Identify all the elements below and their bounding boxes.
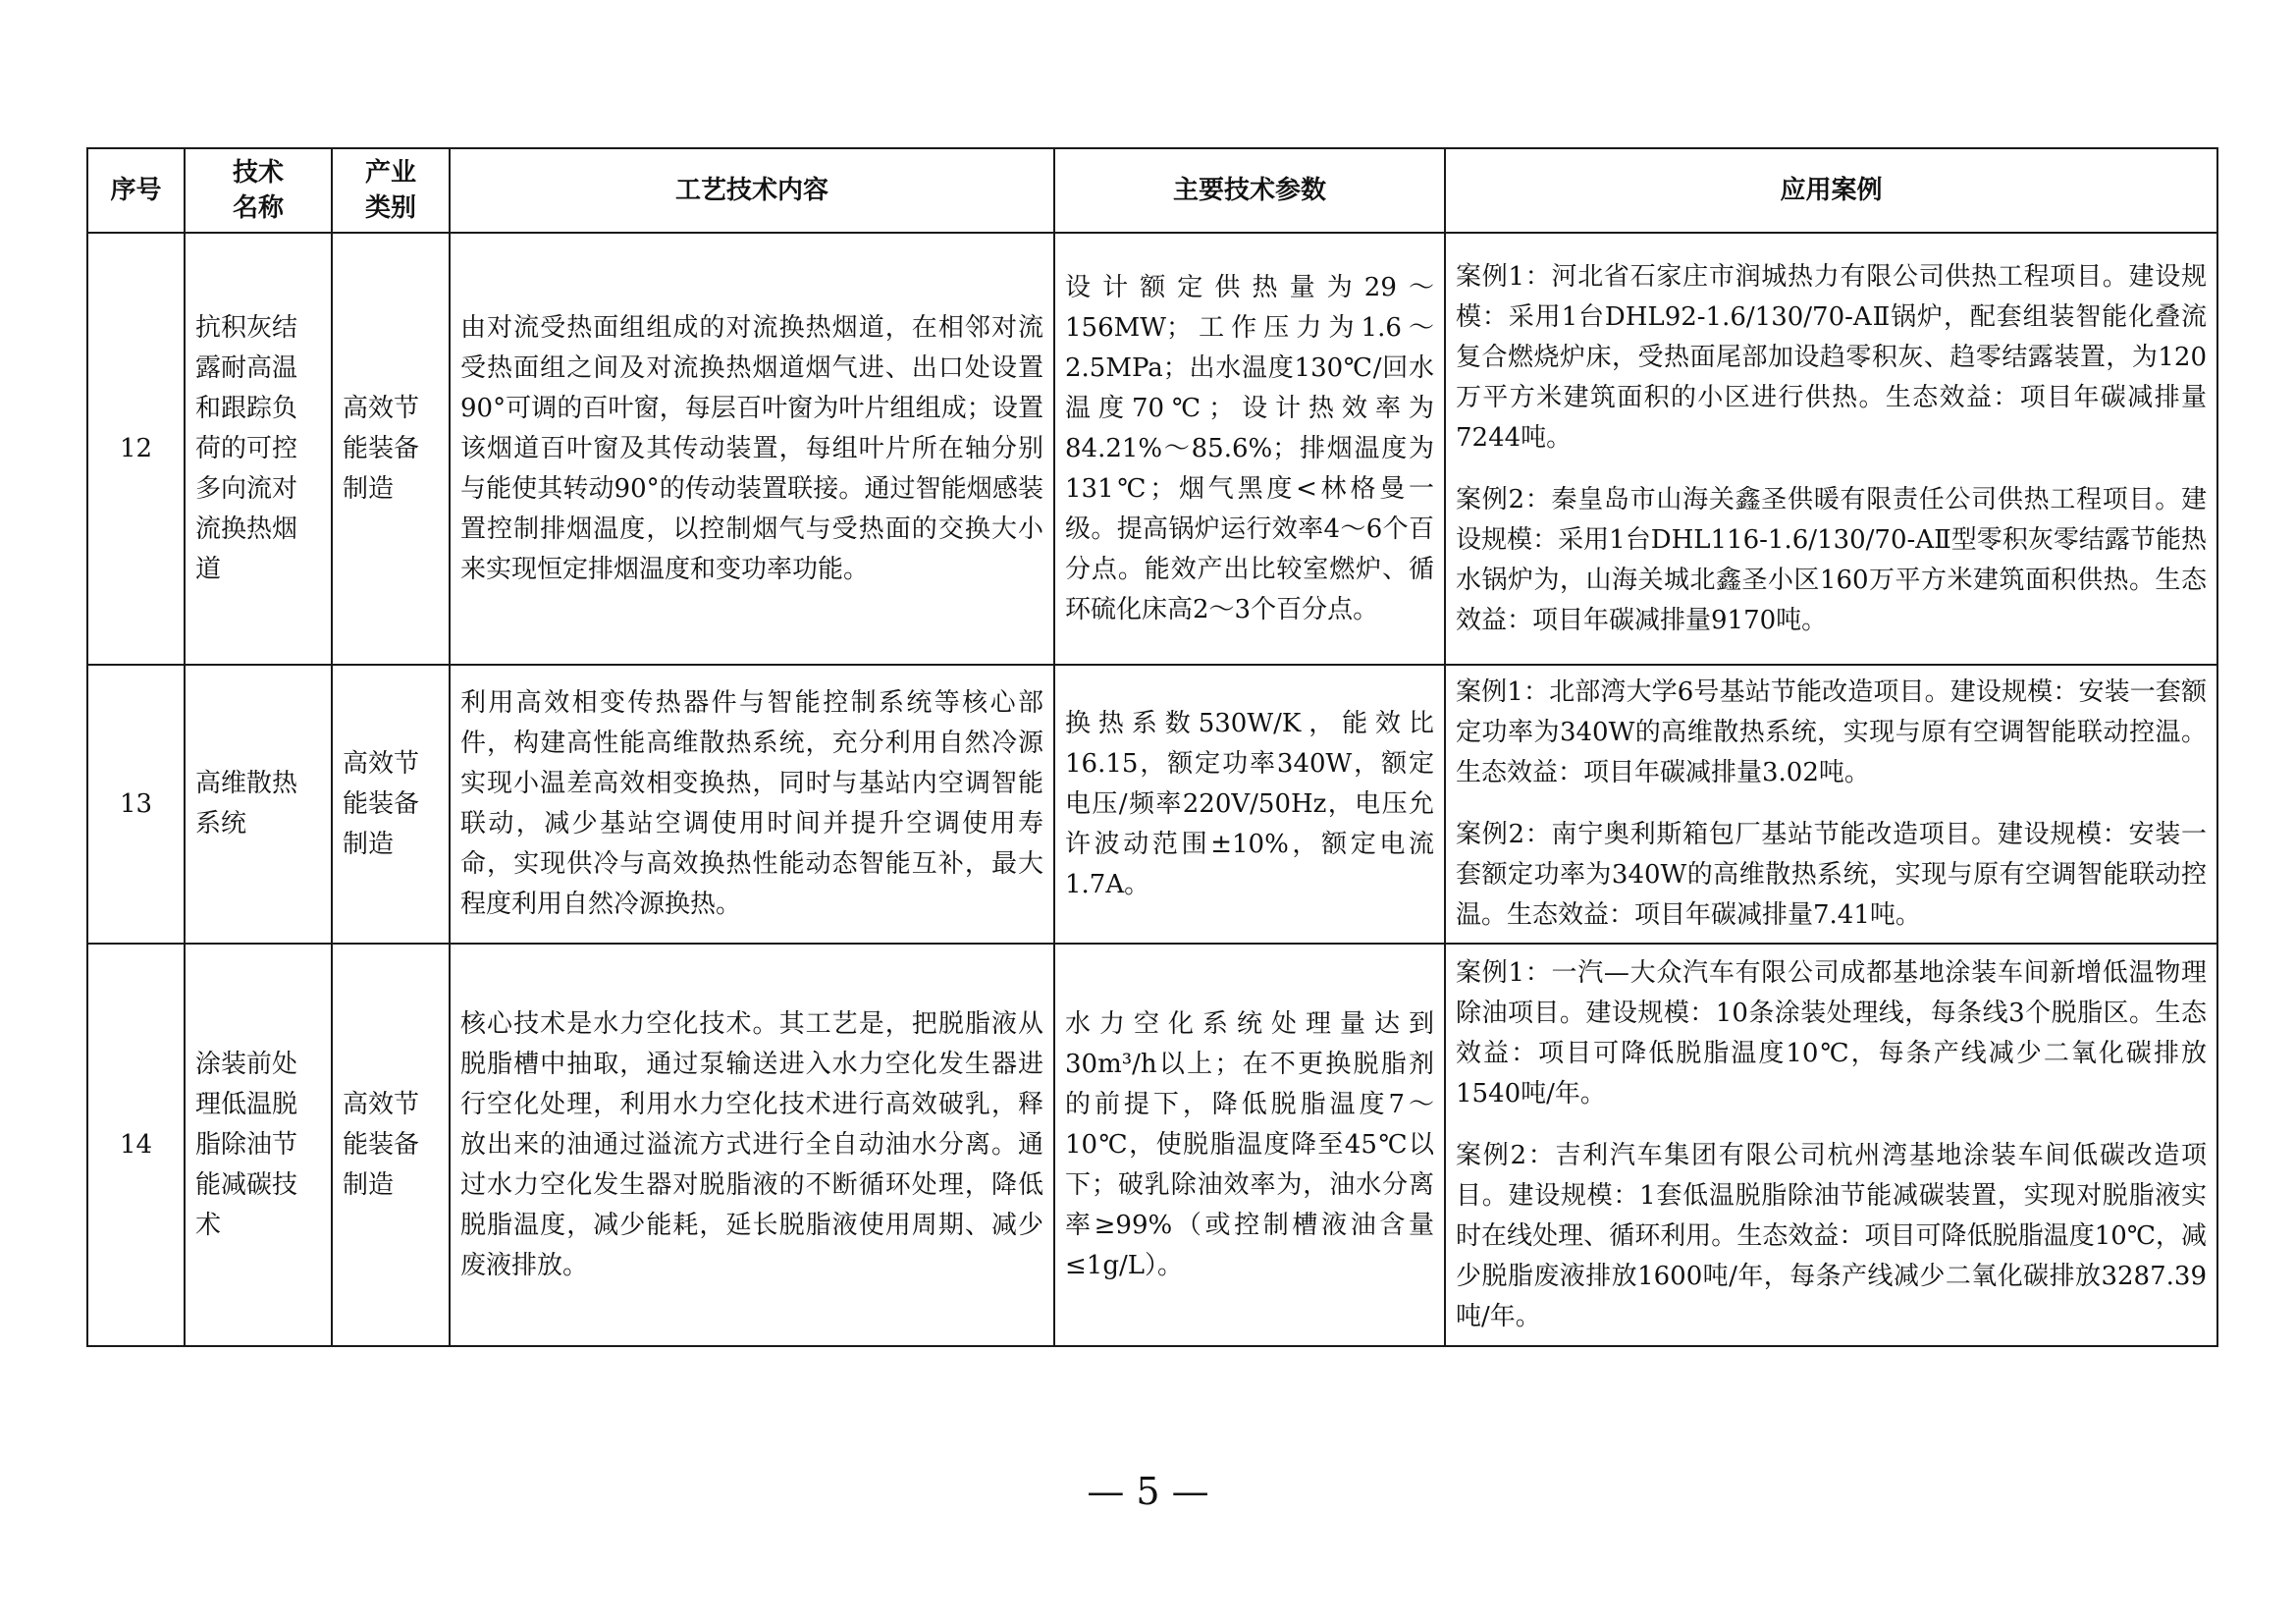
table-row xyxy=(87,665,2217,944)
header-cases: 应用案例 xyxy=(1445,148,2217,233)
technology-name: 高维散热系统 xyxy=(185,665,332,944)
case-item: 案例2：南宁奥利斯箱包厂基站节能改造项目。建设规模：安装一套额定功率为340W的高维散热系统，实现与原有空调智能联动控温。生态效益：项目年碳减排量7.41吨。 xyxy=(1456,820,2207,930)
process-content: 由对流受热面组组成的对流换热烟道，在相邻对流受热面组之间及对流换热烟道烟气进、出口处设置90°可调的百叶窗，每层百叶窗为叶片组组成；设置该烟道百叶窗及其传动装置，每组叶片所在轴分别与能使其转动90°的传动装置联接。通过智能烟感装置控制排烟温度，以控制烟气与受热面的交换大小来实现恒定排烟温度和变功率功能。 xyxy=(450,233,1054,665)
table-row xyxy=(87,944,2217,1346)
header-category-line-2: 类别 xyxy=(364,193,416,223)
application-cases xyxy=(1445,233,2217,665)
case-item: 案例1：一汽—大众汽车有限公司成都基地涂装车间新增低温物理除油项目。建设规模：10条涂装处理线，每条线3个脱脂区。生态效益：项目可降低脱脂温度10℃，每条产线减少二氧化碳排放1540吨/年。 xyxy=(1456,957,2207,1109)
technology-name: 涂装前处理低温脱脂除油节能减碳技术 xyxy=(185,944,332,1346)
application-cases xyxy=(1445,665,2217,944)
page-number: — 5 — xyxy=(1087,1470,1209,1513)
case-item: 案例1：北部湾大学6号基站节能改造项目。建设规模：安装一套额定功率为340W的高维散热系统，实现与原有空调智能联动控温。生态效益：项目年碳减排量3.02吨。 xyxy=(1456,677,2207,787)
industry-category: 高效节能装备制造 xyxy=(332,233,450,665)
technical-params: 水力空化系统处理量达到30m³/h以上；在不更换脱脂剂的前提下，降低脱脂温度7～10℃，使脱脂温度降至45℃以下；破乳除油效率为，油水分离率≥99%（或控制槽液油含量≤1g/L）。 xyxy=(1054,944,1445,1346)
row-number: 12 xyxy=(87,233,185,665)
technical-params: 设计额定供热量为29～156MW；工作压力为1.6～2.5MPa；出水温度130℃/回水温度70℃；设计热效率为84.21%～85.6%；排烟温度为131℃；烟气黑度<林格曼一级。提高锅炉运行效率4～6个百分点。能效产出比较室燃炉、循环硫化床高2～3个百分点。 xyxy=(1054,233,1445,665)
header-category-line-1: 产业 xyxy=(364,158,416,188)
header-num: 序号 xyxy=(87,148,185,233)
table-header-row xyxy=(87,148,2217,233)
application-cases xyxy=(1445,944,2217,1346)
industry-category: 高效节能装备制造 xyxy=(332,665,450,944)
header-name-line-2: 名称 xyxy=(232,193,284,223)
header-category xyxy=(332,148,450,233)
process-content: 核心技术是水力空化技术。其工艺是，把脱脂液从脱脂槽中抽取，通过泵输送进入水力空化发生器进行空化处理，利用水力空化技术进行高效破乳，释放出来的油通过溢流方式进行全自动油水分离。通过水力空化发生器对脱脂液的不断循环处理，降低脱脂温度，减少能耗，延长脱脂液使用周期、减少废液排放。 xyxy=(450,944,1054,1346)
case-item: 案例2：吉利汽车集团有限公司杭州湾基地涂装车间低碳改造项目。建设规模：1套低温脱脂除油节能减碳装置，实现对脱脂液实时在线处理、循环利用。生态效益：项目可降低脱脂温度10℃，减少脱脂废液排放1600吨/年，每条产线减少二氧化碳排放3287.39吨/年。 xyxy=(1456,1140,2207,1331)
technology-table xyxy=(86,147,2218,1347)
table-row xyxy=(87,233,2217,665)
header-name xyxy=(185,148,332,233)
header-content: 工艺技术内容 xyxy=(450,148,1054,233)
case-item: 案例2：秦皇岛市山海关鑫圣供暖有限责任公司供热工程项目。建设规模：采用1台DHL116-1.6/130/70-AⅡ型零积灰零结露节能热水锅炉为，山海关城北鑫圣小区160万平方米建筑面积供热。生态效益：项目年碳减排量9170吨。 xyxy=(1456,484,2207,635)
process-content: 利用高效相变传热器件与智能控制系统等核心部件，构建高性能高维散热系统，充分利用自然冷源实现小温差高效相变换热，同时与基站内空调智能联动，减少基站空调使用时间并提升空调使用寿命，实现供冷与高效换热性能动态智能互补，最大程度利用自然冷源换热。 xyxy=(450,665,1054,944)
header-params: 主要技术参数 xyxy=(1054,148,1445,233)
row-number: 13 xyxy=(87,665,185,944)
header-name-line-1: 技术 xyxy=(232,158,284,188)
technical-params: 换热系数530W/K，能效比16.15，额定功率340W，额定电压/频率220V/50Hz，电压允许波动范围±10%，额定电流1.7A。 xyxy=(1054,665,1445,944)
case-item: 案例1：河北省石家庄市润城热力有限公司供热工程项目。建设规模：采用1台DHL92-1.6/130/70-AⅡ锅炉，配套组装智能化叠流复合燃烧炉床，受热面尾部加设趋零积灰、趋零结露装置，为120万平方米建筑面积的小区进行供热。生态效益：项目年碳减排量7244吨。 xyxy=(1456,261,2207,453)
row-number: 14 xyxy=(87,944,185,1346)
industry-category: 高效节能装备制造 xyxy=(332,944,450,1346)
technology-name: 抗积灰结露耐高温和跟踪负荷的可控多向流对流换热烟道 xyxy=(185,233,332,665)
